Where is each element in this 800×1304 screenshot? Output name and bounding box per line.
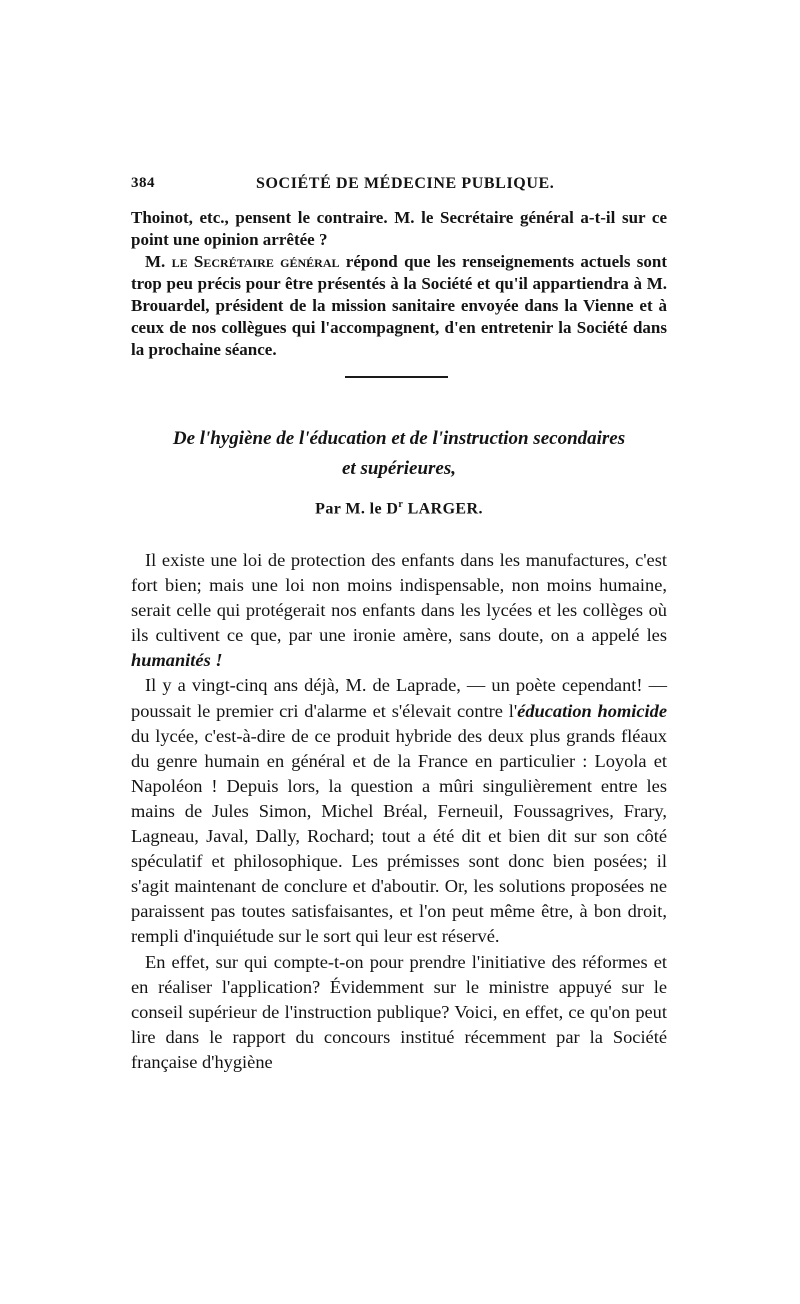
body-paragraph-2-text-a: Il y a vingt-cinq ans déjà, M. de Laprade, — un poète cependant! — poussait le premier cri d'alarme et s'élevait contre l' <box>131 675 667 721</box>
body-paragraph-3: En effet, sur qui compte-t-on pour prendre l'initiative des réformes et en réaliser l'application? Évidemment sur le ministre appuyé sur le conseil supérieur de l'instruction publique? Voici, en effet, ce qu'on peut lire dans le rapport du concours institué récemment par la Société française d'hygiène <box>131 951 667 1072</box>
body-paragraph-2-emphasis: éducation homicide <box>517 700 668 721</box>
page-number: 384 <box>131 175 155 191</box>
article-title-line-1: De l'hygiène de l'éducation et de l'instruction secondaires <box>172 428 626 449</box>
body-paragraph-1 <box>131 548 667 673</box>
byline-sup: r <box>398 499 404 510</box>
discussion-paragraph-2 <box>131 251 667 361</box>
journal-title: SOCIÉTÉ DE MÉDECINE PUBLIQUE. <box>256 175 555 192</box>
discussion-paragraph-1: Thoinot, etc., pensent le contraire. M. le Secrétaire général a-t-il sur ce point une opinion arrêtée ? <box>131 208 667 249</box>
section-divider <box>345 376 448 378</box>
discussion-reply: répond que les renseignements actuels sont trop peu précis pour être présentés à la Société et qu'il appartiendra à M. Brouardel, président de la mission sanitaire envoyée dans la Vienne et à ceux de nos collègues qui l'accompagnent, d'en entretenir la Société dans la prochaine séance. <box>131 252 667 359</box>
speaker-name: M. le Secrétaire général <box>145 252 340 271</box>
body-paragraph-1-emphasis: humanités ! <box>131 650 223 671</box>
article-title <box>131 424 667 484</box>
body-paragraph-2-text-b: du lycée, c'est-à-dire de ce produit hybride des deux plus grands fléaux du genre humain en général et de la France en particulier : Loyola et Napoléon ! Depuis lors, la question a mûri singulièrement entre les mains de Jules Simon, Michel Bréal, Ferneuil, Foussagrives, Frary, Lagneau, Javal, Dally, Rochard; tout a été dit et bien dit sur son côté spéculatif et philosophique. Les prémisses sont donc bien posées; il s'agit maintenant de conclure et d'aboutir. Or, les solutions proposées ne paraissent pas toutes satisfaisantes, et l'on peut même être, à bon droit, rempli d'inquiétude sur le sort qui leur est réservé. <box>131 725 667 947</box>
discussion-block <box>131 207 667 361</box>
article-byline <box>131 499 667 518</box>
byline-prefix: Par M. le D <box>315 500 399 518</box>
article-title-line-2: et supérieures, <box>342 458 456 479</box>
body-paragraph-1-text: Il existe une loi de protection des enfants dans les manufactures, c'est fort bien; mais une loi non moins indispensable, non moins humaine, serait celle qui protégerait nos enfants dans les lycées et les collèges où ils cultivent ce que, par une ironie amère, sans doute, on a appelé les <box>131 550 667 646</box>
body-paragraph-2 <box>131 673 667 949</box>
article-body <box>131 548 667 1075</box>
author-name: LARGER. <box>407 500 483 518</box>
running-head <box>131 173 667 201</box>
